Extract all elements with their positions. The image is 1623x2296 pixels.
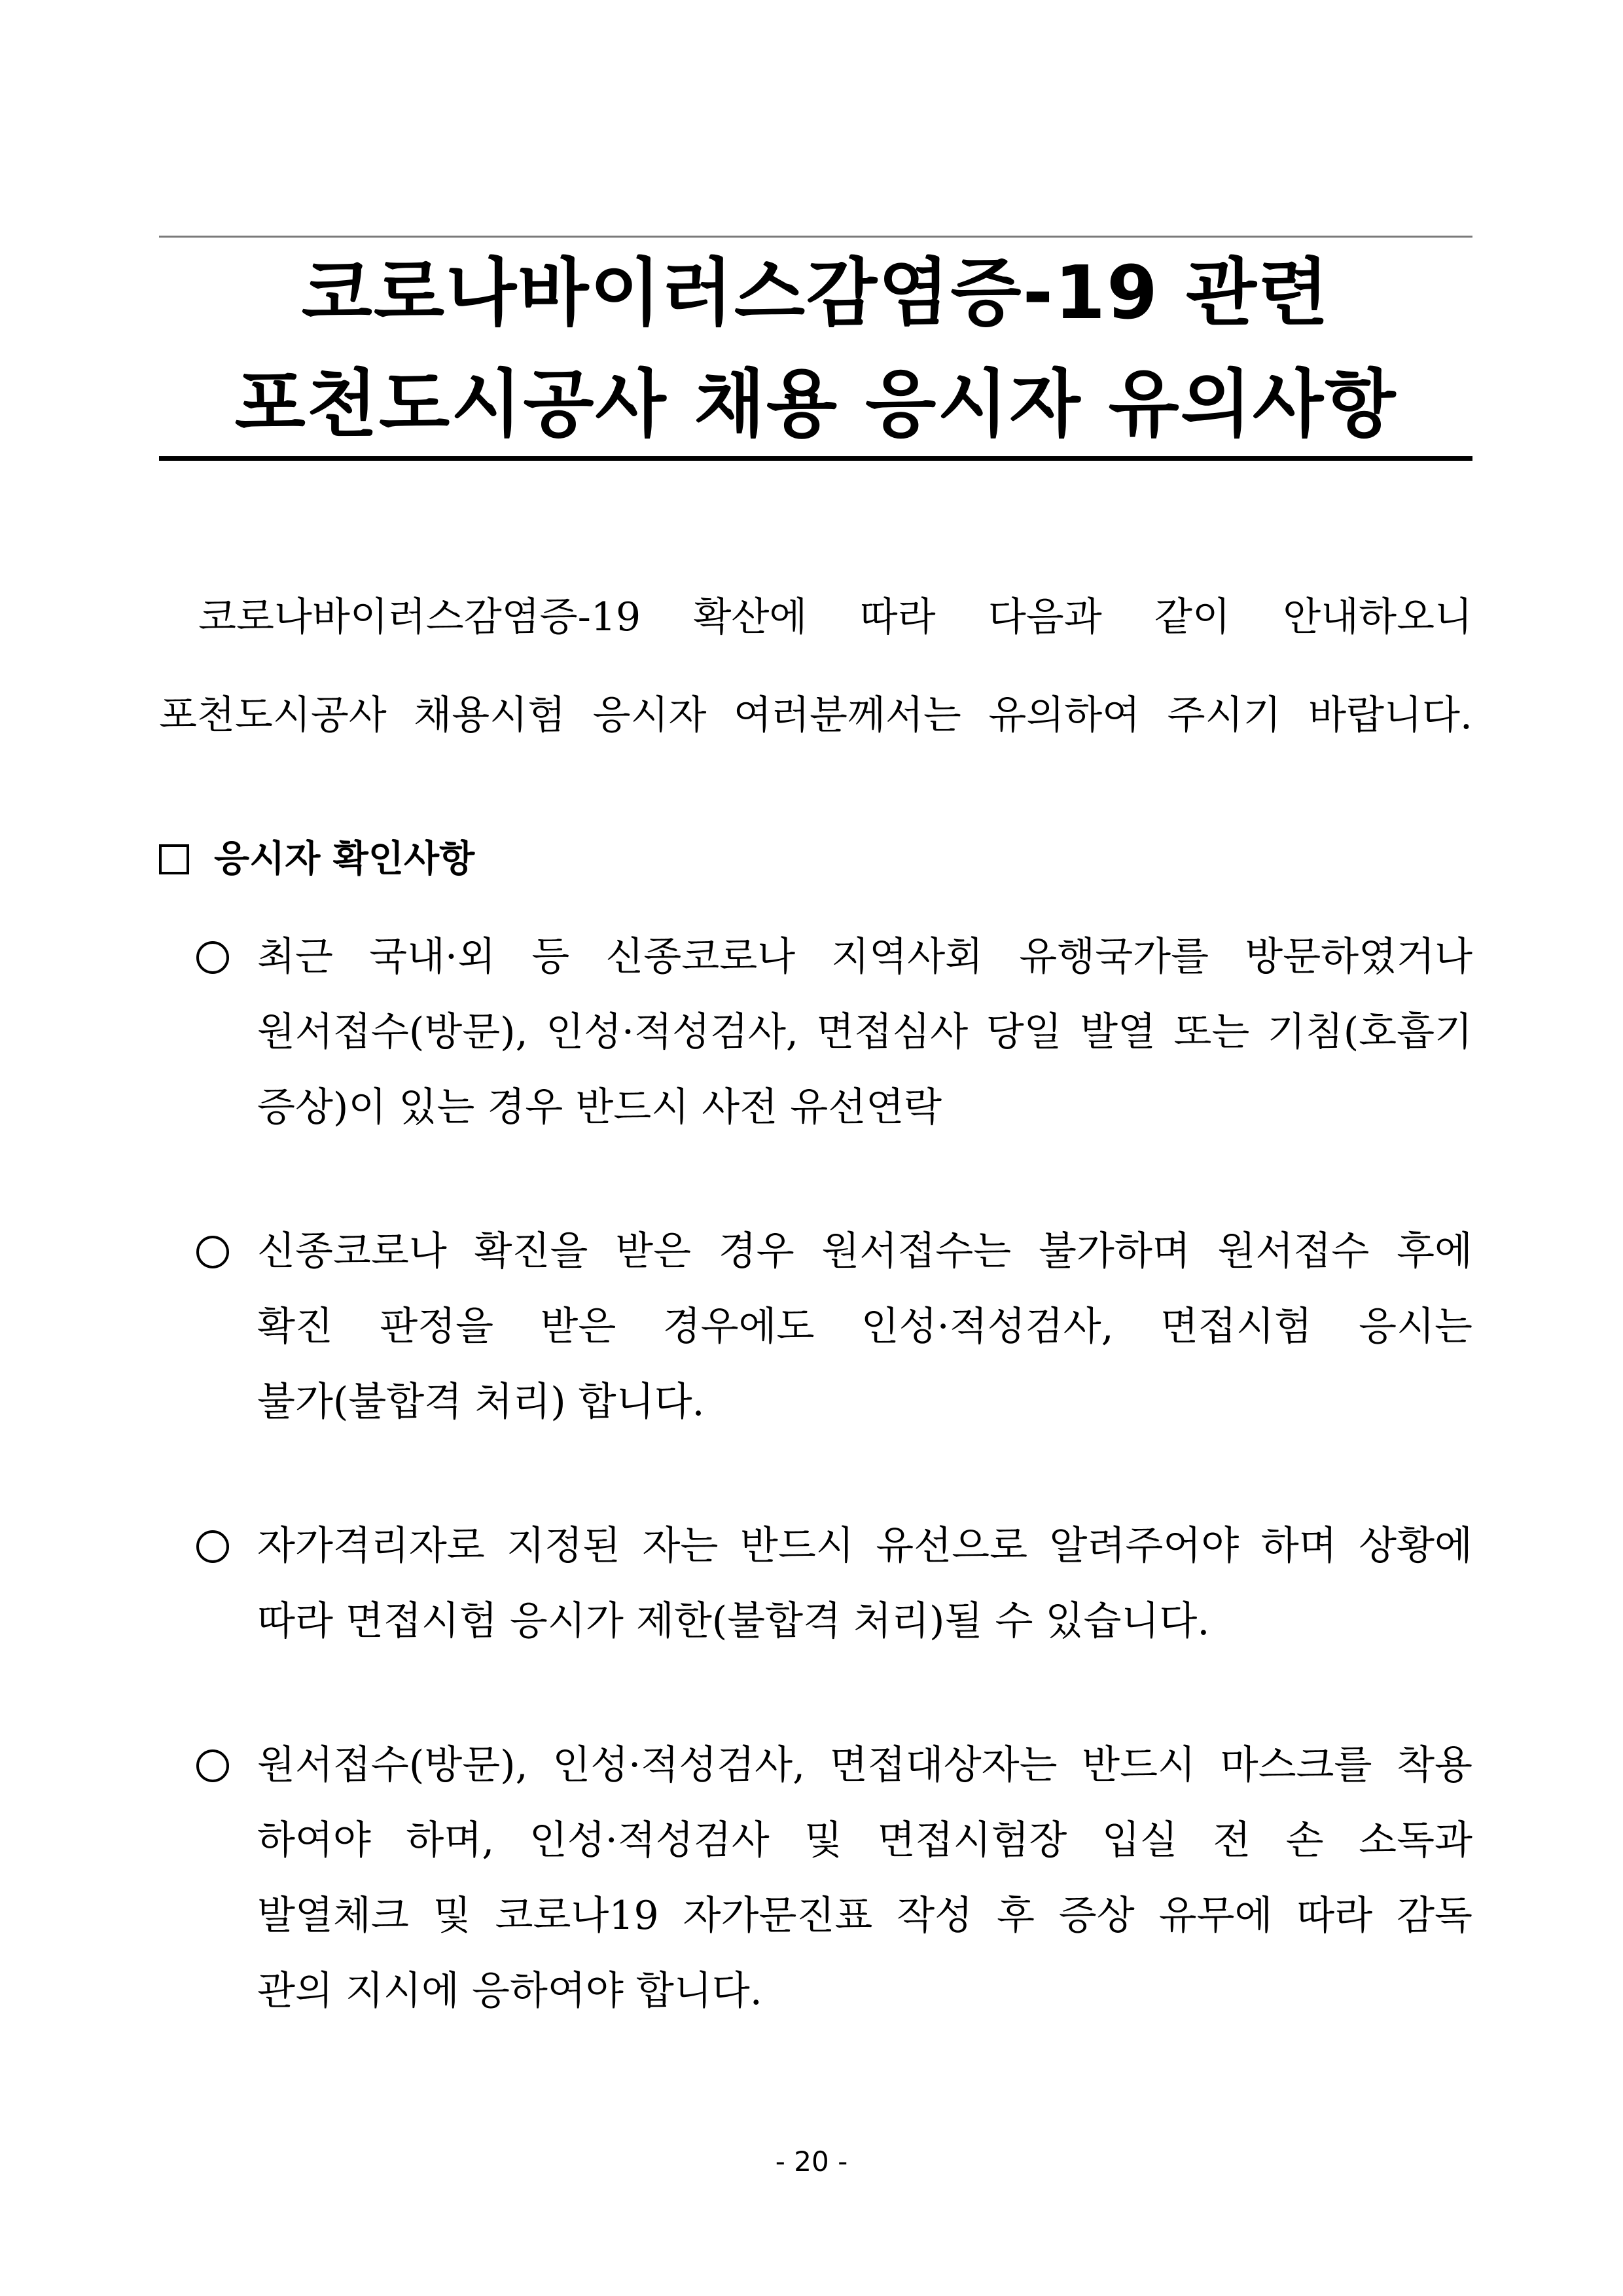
list-item-text <box>257 920 1472 1145</box>
list-item-text <box>257 1509 1472 1659</box>
page-number: - 20 - <box>775 2145 848 2178</box>
list-item-text <box>257 1728 1472 2029</box>
intro-line-1: 코로나바이러스감염증-19 확산에 따라 다음과 같이 안내하오니 <box>198 594 1472 640</box>
circle-bullet-icon <box>196 1530 229 1563</box>
section-heading-label: 응시자 확인사항 <box>214 838 475 880</box>
list-item-line: 발열체크 및 코로나19 자가문진표 작성 후 증상 유무에 따라 감독 <box>257 1893 1472 1939</box>
checkbox-icon <box>159 844 189 874</box>
circle-bullet-icon <box>196 1749 229 1782</box>
circle-bullet-icon <box>196 941 229 974</box>
title-top-rule <box>159 236 1472 238</box>
list-item-line: 확진 판정을 받은 경우에도 인성·적성검사, 면접시험 응시는 <box>257 1304 1472 1350</box>
list-item-line: 불가(불합격 처리) 합니다. <box>257 1379 705 1425</box>
list-item-line: 하여야 하며, 인성·적성검사 및 면접시험장 입실 전 손 소독과 <box>257 1818 1472 1863</box>
circle-bullet-icon <box>196 1236 229 1268</box>
title-line-1: 코로나바이러스감염증-19 관련 <box>301 251 1330 336</box>
title-line-2: 포천도시공사 채용 응시자 유의사항 <box>234 362 1397 447</box>
list-item-line: 따라 면접시험 응시가 제한(불합격 처리)될 수 있습니다. <box>257 1598 1210 1644</box>
list-item-line: 최근 국내·외 등 신종코로나 지역사회 유행국가를 방문하였거나 <box>257 934 1472 980</box>
title-bottom-rule <box>159 456 1472 461</box>
list-item-line: 신종코로나 확진을 받은 경우 원서접수는 불가하며 원서접수 후에 <box>257 1229 1472 1274</box>
list-item-line: 원서접수(방문), 인성·적성검사, 면접대상자는 반드시 마스크를 착용 <box>257 1742 1472 1788</box>
list-item-line: 원서접수(방문), 인성·적성검사, 면접심사 당일 발열 또는 기침(호흡기 <box>257 1009 1472 1055</box>
list-item-line: 관의 지시에 응하여야 합니다. <box>257 1968 762 2014</box>
list-item-line: 자가격리자로 지정된 자는 반드시 유선으로 알려주어야 하며 상황에 <box>257 1523 1472 1569</box>
intro-line-2: 포천도시공사 채용시험 응시자 여러분께서는 유의하여 주시기 바랍니다. <box>159 692 1472 738</box>
list-item-line: 증상)이 있는 경우 반드시 사전 유선연락 <box>257 1085 942 1130</box>
intro-paragraph <box>159 568 1472 764</box>
section-heading <box>159 830 474 889</box>
list-item-text <box>257 1214 1472 1440</box>
